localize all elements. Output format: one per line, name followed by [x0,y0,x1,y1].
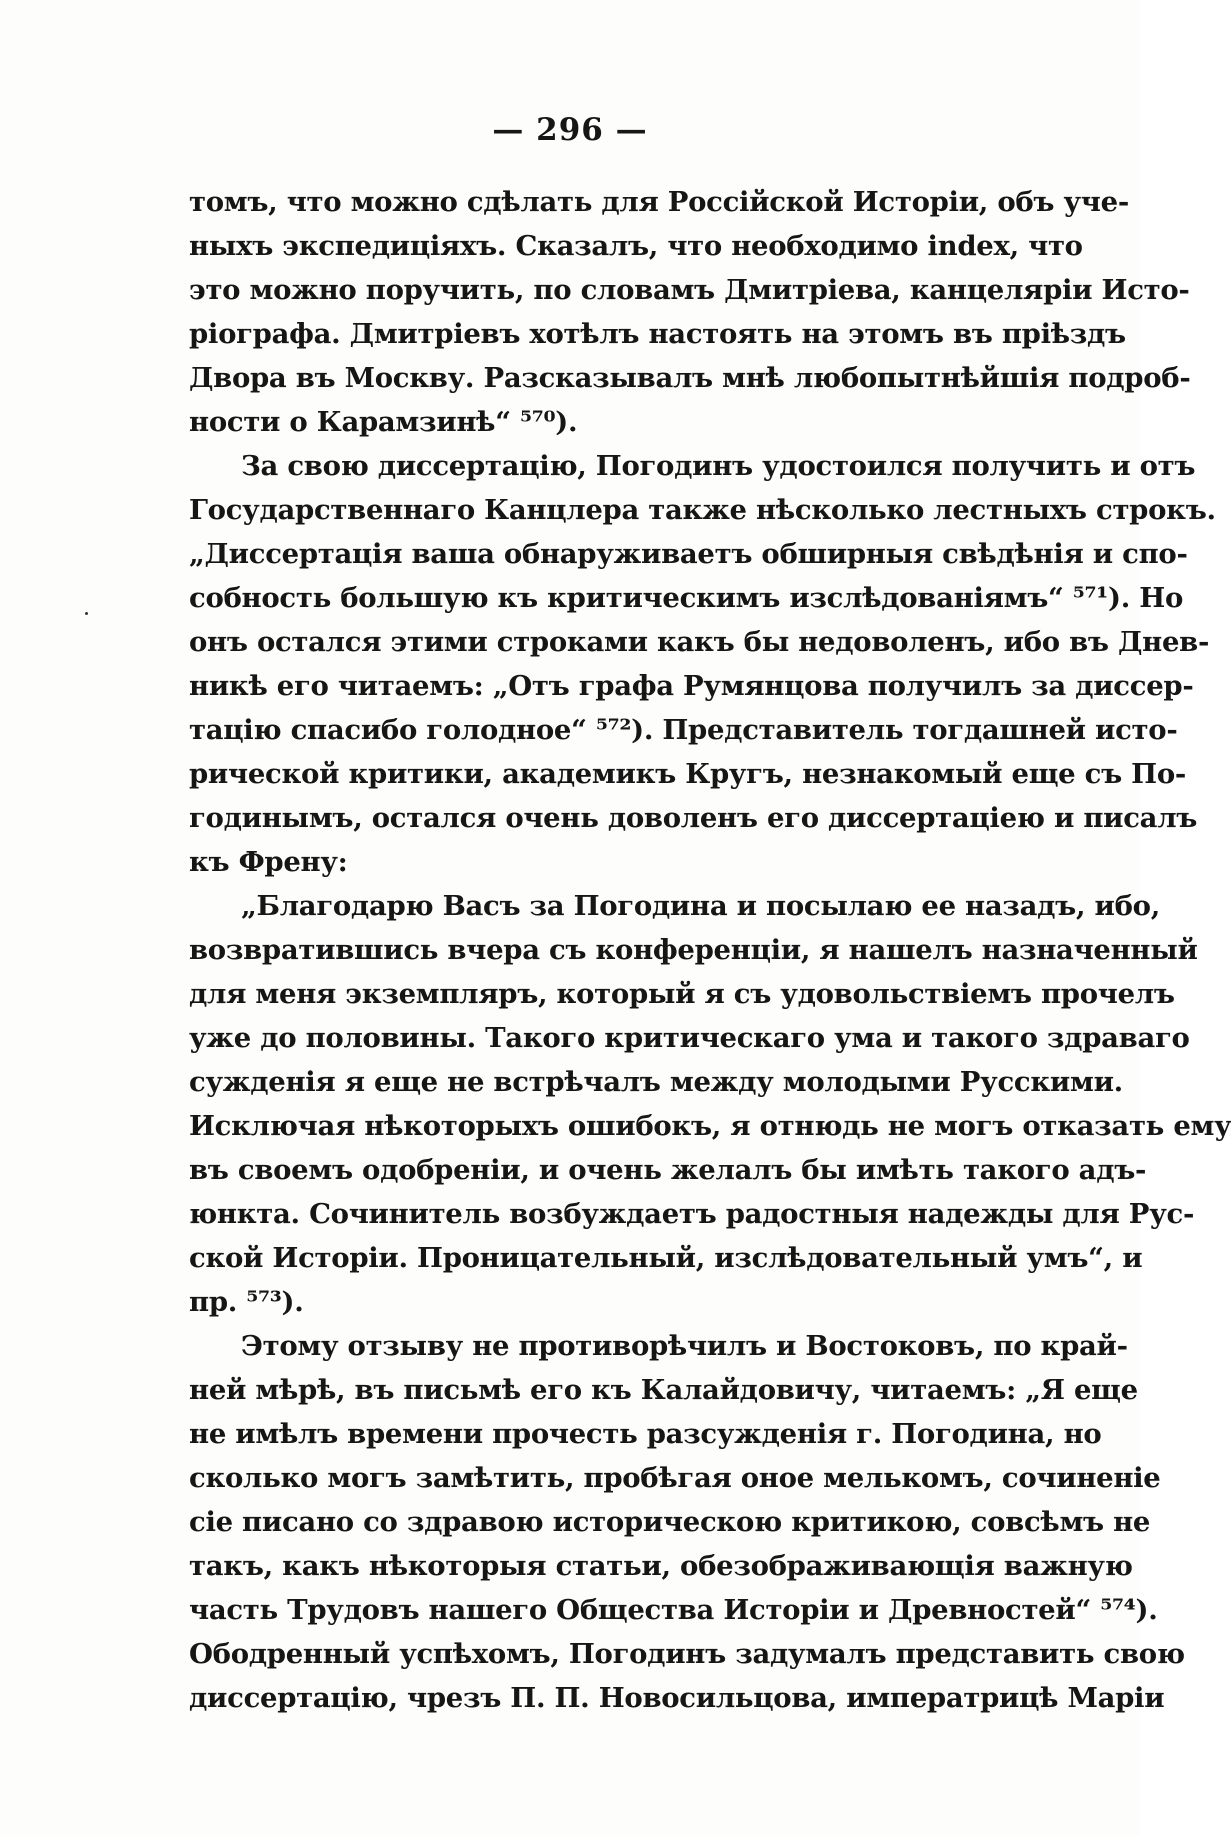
margin-speck [85,612,88,615]
text-line: За свою диссертацію, Погодинъ удостоился получить и отъ [241,450,1196,482]
text-line: сужденія я еще не встрѣчалъ между молодыми Русскими. [189,1066,1123,1098]
text-line: ности о Карамзинѣ“ ⁵⁷⁰). [189,406,578,438]
text-line: такъ, какъ нѣкоторыя статьи, обезображивающія важную [189,1550,1133,1582]
text-line: для меня экземпляръ, который я съ удовольствіемъ прочелъ [189,978,1175,1010]
text-line: это можно поручить, по словамъ Дмитріева, канцеляріи Исто- [189,274,1190,306]
text-line: Ободренный успѣхомъ, Погодинъ задумалъ представить свою [189,1638,1185,1670]
text-line: никѣ его читаемъ: „Отъ графа Румянцова получилъ за диссер- [189,670,1194,702]
text-line: ріографа. Дмитріевъ хотѣлъ настоять на этомъ въ пріѣздъ [189,318,1126,350]
text-line: рической критики, академикъ Кругъ, незнакомый еще съ По- [189,758,1186,790]
text-line: Государственнаго Канцлера также нѣсколько лестныхъ строкъ. [189,494,1216,526]
text-line: ныхъ экспедиціяхъ. Сказалъ, что необходимо index, что [189,230,1083,262]
text-line: юнкта. Сочинитель возбуждаетъ радостныя надежды для Рус- [189,1198,1195,1230]
text-line: Двора въ Москву. Разсказывалъ мнѣ любопытнѣйшія подроб- [189,362,1191,394]
text-line: Этому отзыву не противорѣчилъ и Востоковъ, по край- [241,1330,1128,1362]
text-line: ней мѣрѣ, въ письмѣ его къ Калайдовичу, читаемъ: „Я еще [189,1374,1138,1406]
text-line: диссертацію, чрезъ П. П. Новосильцова, императрицѣ Маріи [189,1682,1165,1714]
text-line: ской Исторіи. Проницательный, изслѣдовательный умъ“, и [189,1242,1143,1274]
text-line: не имѣлъ времени прочесть разсужденія г. Погодина, но [189,1418,1102,1450]
text-line: годинымъ, остался очень доволенъ его диссертаціею и писалъ [189,802,1198,834]
text-line: „Диссертація ваша обнаруживаетъ обширныя свѣдѣнія и спо- [189,538,1188,570]
text-line: Исключая нѣкоторыхъ ошибокъ, я отнюдь не могъ отказать ему [189,1110,1231,1142]
text-line: собность большую къ критическимъ изслѣдованіямъ“ ⁵⁷¹). Но [189,582,1184,614]
text-line: сіе писано со здравою историческою критикою, совсѣмъ не [189,1506,1151,1538]
text-line: въ своемъ одобреніи, и очень желалъ бы имѣть такого адъ- [189,1154,1147,1186]
page-number: — 296 — [492,112,648,148]
body-text [189,180,1231,1720]
text-line: къ Френу: [189,846,348,878]
text-line: „Благодарю Васъ за Погодина и посылаю ее назадъ, ибо, [241,890,1160,922]
text-line: онъ остался этими строками какъ бы недоволенъ, ибо въ Днев- [189,626,1210,658]
text-line: сколько могъ замѣтить, пробѣгая оное мелькомъ, сочиненіе [189,1462,1161,1494]
text-line: томъ, что можно сдѣлать для Россійской Исторіи, объ уче- [189,186,1129,218]
text-line: тацію спасибо голодное“ ⁵⁷²). Представитель тогдашней исто- [189,714,1178,746]
text-line: пр. ⁵⁷³). [189,1286,304,1318]
text-line: возвратившись вчера съ конференціи, я нашелъ назначенный [189,934,1198,966]
text-line: часть Трудовъ нашего Общества Исторіи и Древностей“ ⁵⁷⁴). [189,1594,1158,1626]
text-line: уже до половины. Такого критическаго ума и такого здраваго [189,1022,1190,1054]
